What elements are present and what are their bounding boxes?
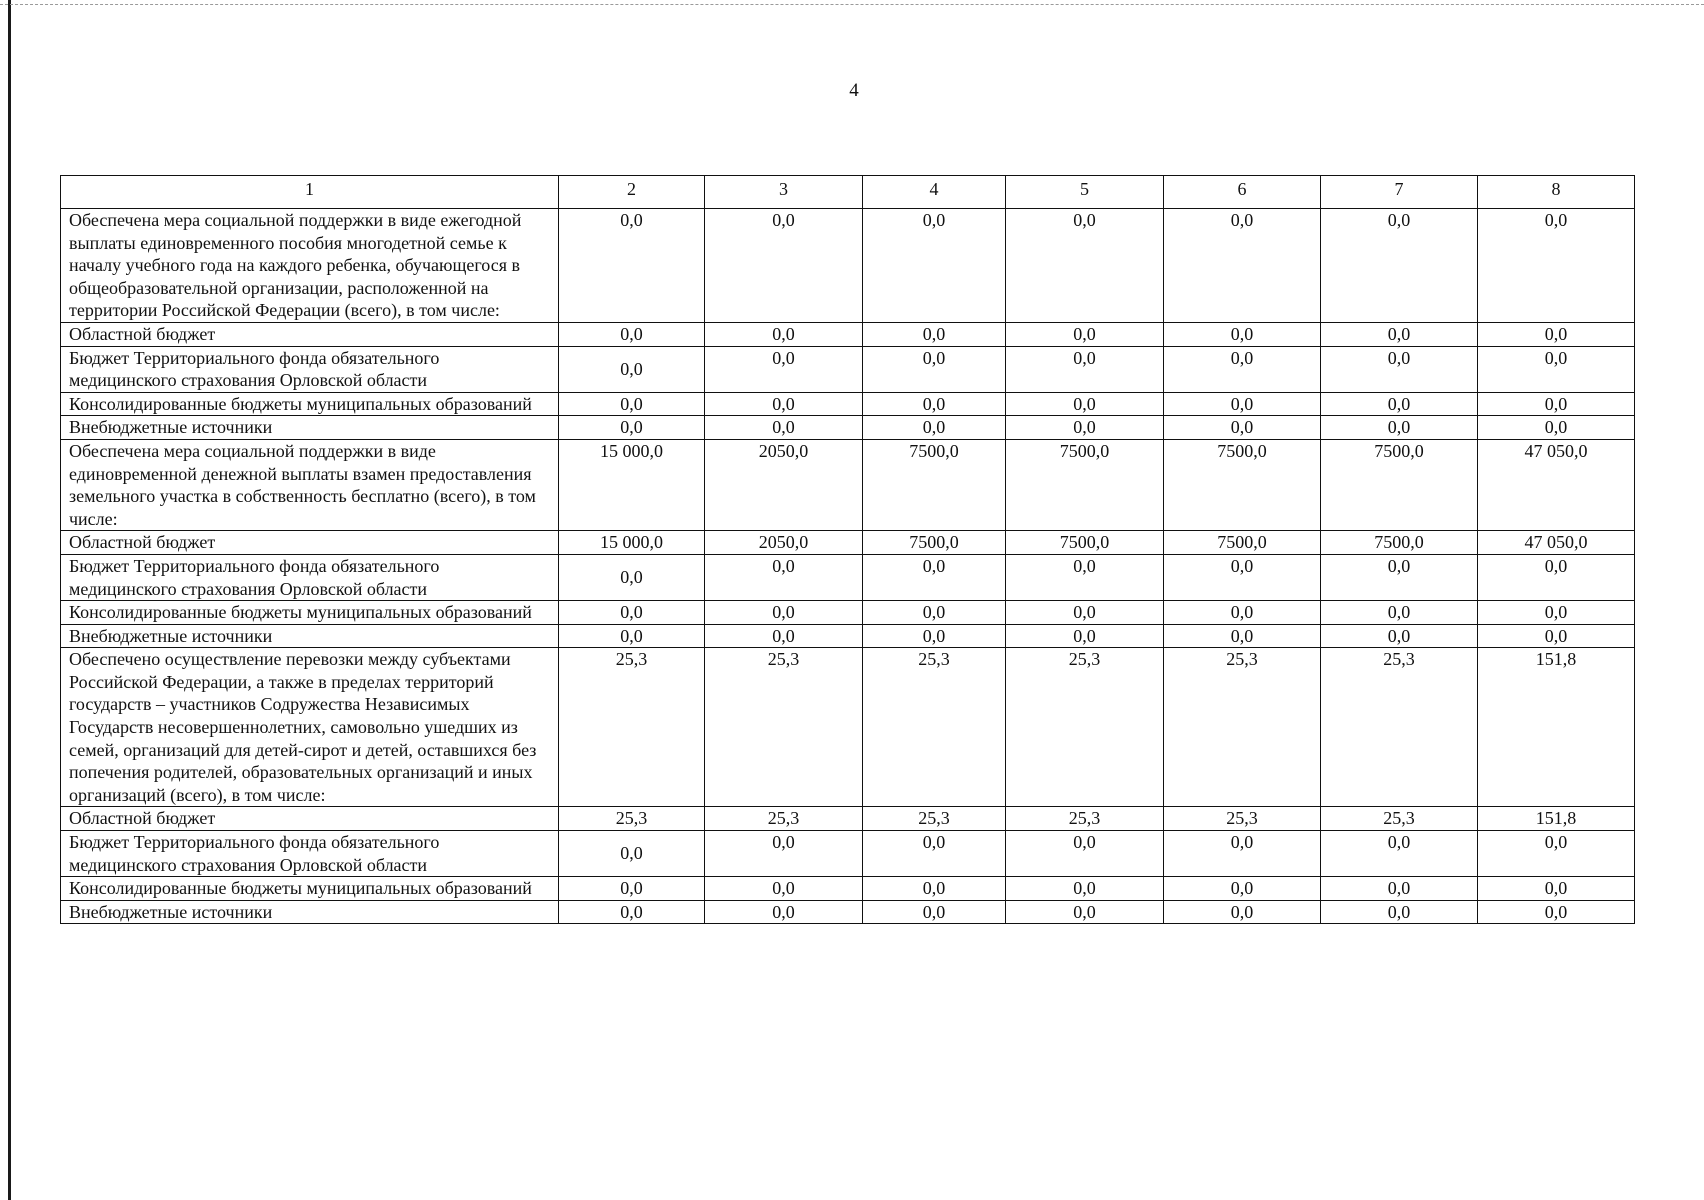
value-cell: 0,0 [1006, 900, 1164, 924]
value-cell: 0,0 [1006, 877, 1164, 901]
value-cell: 0,0 [705, 601, 863, 625]
value-cell: 0,0 [863, 831, 1006, 877]
value-cell: 0,0 [1006, 554, 1164, 600]
value-cell: 0,0 [559, 322, 705, 346]
value-cell: 47 050,0 [1478, 531, 1635, 555]
row-label: Бюджет Территориального фонда обязательного медицинского страхования Орловской области [61, 554, 559, 600]
value-cell: 0,0 [1321, 554, 1478, 600]
value-cell: 7500,0 [1006, 531, 1164, 555]
value-cell: 0,0 [705, 554, 863, 600]
row-label: Консолидированные бюджеты муниципальных образований [61, 877, 559, 901]
table-row [61, 831, 1635, 877]
column-header: 3 [705, 176, 863, 209]
scan-top-edge [0, 4, 1704, 5]
value-cell: 0,0 [1478, 877, 1635, 901]
table-row [61, 648, 1635, 807]
value-cell: 2050,0 [705, 531, 863, 555]
value-cell: 0,0 [1478, 831, 1635, 877]
value-cell: 25,3 [863, 807, 1006, 831]
table-body [61, 209, 1635, 924]
value-cell: 7500,0 [1164, 531, 1321, 555]
column-header: 7 [1321, 176, 1478, 209]
value-cell: 0,0 [1164, 877, 1321, 901]
value-cell: 25,3 [1164, 648, 1321, 807]
row-label: Консолидированные бюджеты муниципальных образований [61, 601, 559, 625]
table-row [61, 346, 1635, 392]
row-label: Областной бюджет [61, 807, 559, 831]
value-cell: 0,0 [1478, 209, 1635, 323]
value-cell: 0,0 [559, 831, 705, 877]
value-cell: 0,0 [1006, 831, 1164, 877]
value-cell: 0,0 [1006, 209, 1164, 323]
value-cell: 0,0 [705, 900, 863, 924]
column-header: 1 [61, 176, 559, 209]
value-cell: 0,0 [1164, 554, 1321, 600]
value-cell: 0,0 [1006, 392, 1164, 416]
table-row [61, 392, 1635, 416]
row-label: Консолидированные бюджеты муниципальных образований [61, 392, 559, 416]
value-cell: 0,0 [1321, 416, 1478, 440]
scan-left-edge [8, 0, 11, 1200]
value-cell: 0,0 [863, 346, 1006, 392]
value-cell: 0,0 [863, 900, 1006, 924]
row-label: Обеспечена мера социальной поддержки в виде ежегодной выплаты единовременного пособия многодетной семье к началу учебного года на каждого ребенка, обучающегося в общеобразовательной организации, расположенной на территории Российской Федерации (всего), в том числе: [61, 209, 559, 323]
value-cell: 0,0 [1164, 322, 1321, 346]
value-cell: 25,3 [559, 648, 705, 807]
value-cell: 0,0 [1321, 322, 1478, 346]
budget-table [60, 175, 1635, 924]
table-row [61, 900, 1635, 924]
value-cell: 15 000,0 [559, 439, 705, 530]
value-cell: 151,8 [1478, 648, 1635, 807]
value-cell: 7500,0 [863, 531, 1006, 555]
value-cell: 0,0 [1164, 624, 1321, 648]
value-cell: 151,8 [1478, 807, 1635, 831]
value-cell: 25,3 [1164, 807, 1321, 831]
row-label: Областной бюджет [61, 322, 559, 346]
table-row [61, 601, 1635, 625]
value-cell: 0,0 [559, 346, 705, 392]
value-cell: 0,0 [863, 601, 1006, 625]
value-cell: 0,0 [1006, 416, 1164, 440]
value-cell: 0,0 [705, 416, 863, 440]
row-label: Обеспечено осуществление перевозки между субъектами Российской Федерации, а также в пределах территорий государств – участников Содружества Независимых Государств несовершеннолетних, самовольно ушедших из семей, организаций для детей-сирот и детей, оставшихся без попечения родителей, образовательных организаций и иных организаций (всего), в том числе: [61, 648, 559, 807]
column-header: 4 [863, 176, 1006, 209]
value-cell: 0,0 [863, 416, 1006, 440]
value-cell: 0,0 [1164, 831, 1321, 877]
column-header: 5 [1006, 176, 1164, 209]
value-cell: 25,3 [1321, 648, 1478, 807]
value-cell: 0,0 [705, 346, 863, 392]
table-row [61, 531, 1635, 555]
row-label: Областной бюджет [61, 531, 559, 555]
value-cell: 7500,0 [1164, 439, 1321, 530]
value-cell: 25,3 [705, 807, 863, 831]
column-header: 2 [559, 176, 705, 209]
value-cell: 0,0 [559, 209, 705, 323]
value-cell: 2050,0 [705, 439, 863, 530]
value-cell: 47 050,0 [1478, 439, 1635, 530]
value-cell: 0,0 [863, 392, 1006, 416]
column-header: 8 [1478, 176, 1635, 209]
value-cell: 0,0 [559, 877, 705, 901]
value-cell: 0,0 [1478, 624, 1635, 648]
value-cell: 0,0 [1321, 346, 1478, 392]
row-label: Бюджет Территориального фонда обязательного медицинского страхования Орловской области [61, 831, 559, 877]
value-cell: 0,0 [863, 322, 1006, 346]
value-cell: 7500,0 [1321, 439, 1478, 530]
value-cell: 0,0 [863, 877, 1006, 901]
table-row [61, 624, 1635, 648]
value-cell: 0,0 [1321, 601, 1478, 625]
value-cell: 0,0 [1164, 209, 1321, 323]
value-cell: 0,0 [559, 900, 705, 924]
row-label: Бюджет Территориального фонда обязательного медицинского страхования Орловской области [61, 346, 559, 392]
value-cell: 25,3 [1006, 807, 1164, 831]
value-cell: 0,0 [705, 624, 863, 648]
value-cell: 0,0 [1321, 624, 1478, 648]
row-label: Обеспечена мера социальной поддержки в виде единовременной денежной выплаты взамен предоставления земельного участка в собственность бесплатно (всего), в том числе: [61, 439, 559, 530]
table-row [61, 322, 1635, 346]
value-cell: 15 000,0 [559, 531, 705, 555]
table-row [61, 416, 1635, 440]
value-cell: 25,3 [705, 648, 863, 807]
value-cell: 0,0 [559, 392, 705, 416]
row-label: Внебюджетные источники [61, 900, 559, 924]
value-cell: 7500,0 [863, 439, 1006, 530]
table-row [61, 807, 1635, 831]
value-cell: 0,0 [1321, 900, 1478, 924]
table-row [61, 209, 1635, 323]
value-cell: 0,0 [1478, 554, 1635, 600]
value-cell: 0,0 [863, 554, 1006, 600]
value-cell: 0,0 [1164, 416, 1321, 440]
row-label: Внебюджетные источники [61, 624, 559, 648]
value-cell: 0,0 [559, 601, 705, 625]
table-row [61, 439, 1635, 530]
value-cell: 7500,0 [1006, 439, 1164, 530]
table-row [61, 554, 1635, 600]
value-cell: 25,3 [1321, 807, 1478, 831]
value-cell: 0,0 [559, 624, 705, 648]
page-number: 4 [849, 80, 859, 101]
table-header-row [61, 176, 1635, 209]
value-cell: 0,0 [1478, 900, 1635, 924]
value-cell: 25,3 [559, 807, 705, 831]
value-cell: 0,0 [705, 392, 863, 416]
value-cell: 0,0 [1321, 877, 1478, 901]
value-cell: 0,0 [863, 624, 1006, 648]
value-cell: 0,0 [705, 209, 863, 323]
value-cell: 0,0 [1006, 624, 1164, 648]
value-cell: 0,0 [863, 209, 1006, 323]
row-label: Внебюджетные источники [61, 416, 559, 440]
value-cell: 0,0 [1478, 346, 1635, 392]
value-cell: 7500,0 [1321, 531, 1478, 555]
value-cell: 0,0 [1006, 322, 1164, 346]
value-cell: 0,0 [705, 322, 863, 346]
value-cell: 25,3 [1006, 648, 1164, 807]
value-cell: 0,0 [1321, 392, 1478, 416]
value-cell: 25,3 [863, 648, 1006, 807]
value-cell: 0,0 [705, 877, 863, 901]
value-cell: 0,0 [1164, 601, 1321, 625]
column-header: 6 [1164, 176, 1321, 209]
value-cell: 0,0 [1321, 831, 1478, 877]
value-cell: 0,0 [1478, 392, 1635, 416]
value-cell: 0,0 [1478, 322, 1635, 346]
value-cell: 0,0 [559, 554, 705, 600]
value-cell: 0,0 [705, 831, 863, 877]
value-cell: 0,0 [1164, 900, 1321, 924]
value-cell: 0,0 [1164, 392, 1321, 416]
value-cell: 0,0 [1478, 601, 1635, 625]
value-cell: 0,0 [1321, 209, 1478, 323]
value-cell: 0,0 [1006, 346, 1164, 392]
table-row [61, 877, 1635, 901]
value-cell: 0,0 [559, 416, 705, 440]
value-cell: 0,0 [1006, 601, 1164, 625]
value-cell: 0,0 [1164, 346, 1321, 392]
value-cell: 0,0 [1478, 416, 1635, 440]
